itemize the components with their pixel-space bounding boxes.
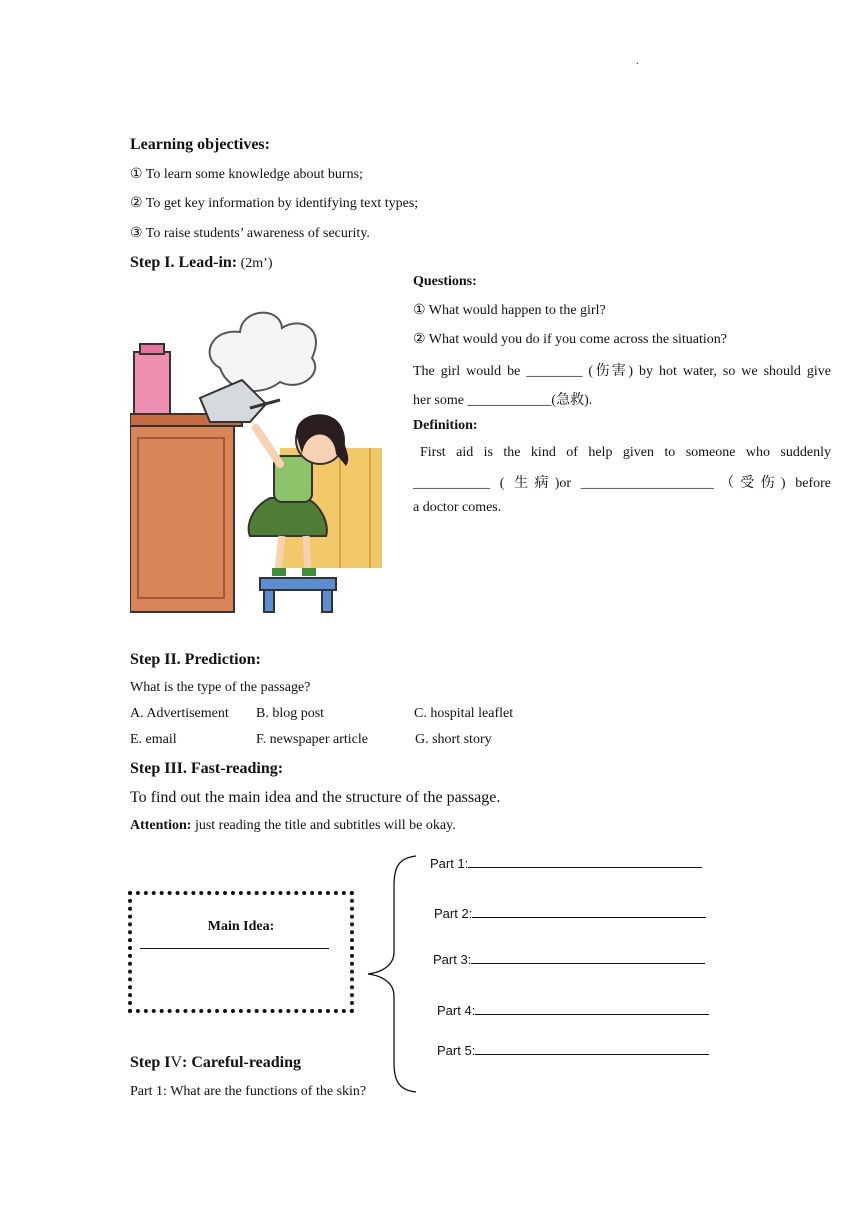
option-a: A. Advertisement [130, 706, 229, 721]
attention-text: just reading the title and subtitles will be okay. [191, 818, 456, 833]
part-4-row [437, 1002, 709, 1018]
option-b: B. blog post [256, 706, 325, 721]
definition-sick: ( 生病)or [499, 476, 572, 491]
fill-line-2: her some ____________(急救). [413, 393, 593, 408]
option-c: C. hospital leaflet [414, 706, 514, 721]
question-1: ① What would happen to the girl? [413, 303, 606, 318]
fill-line-1-b: (伤害) by hot water, so we should give [588, 364, 832, 379]
definition-blank-2: ___________________（受伤) before [580, 476, 831, 491]
girl-kettle-illustration [130, 288, 382, 614]
attention-line [130, 818, 456, 834]
option-g: G. short story [415, 732, 492, 747]
definition-line-1: First aid is the kind of help given to someone who suddenly [420, 445, 831, 460]
option-f: F. newspaper article [256, 732, 368, 747]
part-3-label: Part 3: [433, 952, 472, 967]
part-1-label: Part 1: [430, 856, 469, 871]
part-3-row [433, 951, 705, 967]
step3-task: To find out the main idea and the structure of the passage. [130, 789, 501, 806]
step2-question: What is the type of the passage? [130, 680, 311, 695]
objective-1: ① To learn some knowledge about burns; [130, 167, 363, 182]
part-1-blank[interactable] [468, 855, 702, 868]
definition-line-2 [413, 472, 831, 492]
main-idea-answer-line[interactable] [140, 948, 329, 949]
step4-title-c: : Careful-reading [182, 1054, 301, 1071]
main-idea-box [128, 891, 354, 1013]
main-idea-label: Main Idea: [207, 919, 275, 934]
option-e: E. email [130, 732, 177, 747]
step4-question-1: Part 1: What are the functions of the skin? [130, 1084, 367, 1099]
objective-3: ③ To raise students’ awareness of security. [130, 226, 370, 241]
step1-time: (2m’) [237, 256, 273, 271]
attention-label: Attention: [130, 818, 192, 833]
part-3-blank[interactable] [471, 951, 705, 964]
objective-2: ② To get key information by identifying text types; [130, 196, 419, 211]
definition-line-3: a doctor comes. [413, 500, 502, 515]
fill-line-1 [413, 360, 831, 380]
step4-title [130, 1054, 301, 1072]
definition-blank-1: ___________ [413, 476, 490, 491]
question-2: ② What would you do if you come across the situation? [413, 332, 728, 347]
definition-title: Definition: [413, 418, 478, 433]
page-mark: . [636, 56, 639, 67]
part-1-row [430, 855, 702, 871]
part-5-row [437, 1042, 709, 1058]
part-2-label: Part 2: [434, 906, 473, 921]
step2-title: Step II. Prediction: [130, 651, 261, 668]
curly-brace [362, 852, 422, 1096]
part-4-blank[interactable] [475, 1002, 709, 1015]
objectives-title: Learning objectives: [130, 136, 270, 153]
step1-title: Step I. Lead-in: [130, 254, 238, 271]
step3-title: Step III. Fast-reading: [130, 760, 284, 777]
step1-heading [130, 254, 273, 272]
fill-line-1-a: The girl would be ________ [413, 364, 583, 379]
part-2-row [434, 905, 706, 921]
step4-title-b: V [170, 1054, 183, 1071]
questions-title: Questions: [413, 274, 477, 289]
part-5-label: Part 5: [437, 1043, 476, 1058]
part-4-label: Part 4: [437, 1003, 476, 1018]
step4-title-a: Step I [130, 1054, 171, 1071]
part-5-blank[interactable] [475, 1042, 709, 1055]
part-2-blank[interactable] [472, 905, 706, 918]
